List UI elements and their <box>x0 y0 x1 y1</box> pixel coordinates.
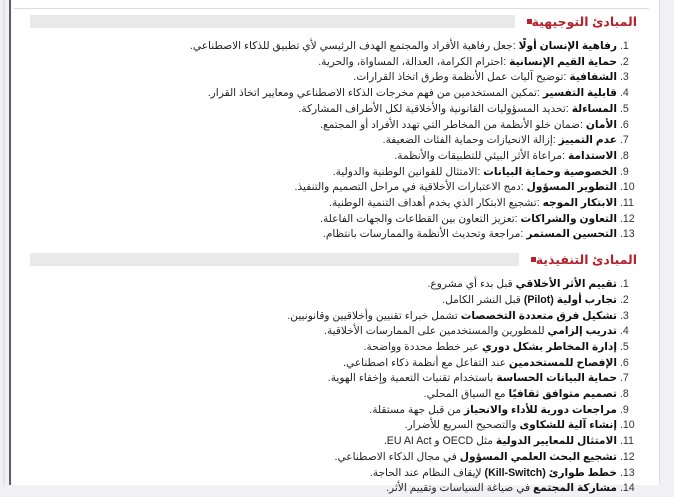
item-description-text: :دمج الاعتبارات الأخلاقية في مراحل التصميم والتنفيذ. <box>294 181 527 194</box>
list-item <box>26 324 617 340</box>
item-description-text: :ضمان خلو الأنظمة من المخاطر التي تهدد الأفراد أو المجتمع. <box>320 118 586 131</box>
list-item <box>26 340 617 356</box>
list-item <box>26 481 617 497</box>
list-item <box>26 196 617 212</box>
item-lead-text: تجارب أولية (Pilot) <box>523 293 617 306</box>
section-highlight-band <box>30 15 515 28</box>
viewer-gutter-line <box>3 0 5 485</box>
list-item <box>26 55 617 71</box>
item-description-text: :مراعاة الأثر البيئي للتطبيقات والأنظمة. <box>394 149 568 162</box>
section-operational-principles <box>26 251 651 497</box>
operational-principles-list <box>26 277 639 497</box>
section-heading-row <box>30 13 645 30</box>
section-highlight-band <box>30 253 519 266</box>
list-item <box>26 86 617 102</box>
section-bullet-icon <box>527 19 532 24</box>
item-description-text: مع السياق المحلي. <box>423 388 509 401</box>
item-description-text: :جعل رفاهية الأفراد والمجتمع الهدف الرئيسي لأي تطبيق للذكاء الاصطناعي. <box>189 40 519 52</box>
guiding-principles-list <box>26 39 639 243</box>
item-description-text: والتصحيح السريع للأضرار. <box>404 419 520 432</box>
section-title: المبادئ التنفيذية <box>535 253 637 268</box>
item-lead-text: قابلية التفسير <box>542 87 617 100</box>
item-description-text: :تمكين المستخدمين من فهم مخرجات الذكاء الاصطناعي ومعايير اتخاذ القرار. <box>207 87 543 100</box>
item-description-text: تشمل خبراء تقنيين وأخلاقيين وقانونيين. <box>287 309 461 322</box>
list-item <box>26 149 617 165</box>
item-lead-text: التحسين المستمر <box>526 228 617 241</box>
item-lead-text: الشفافية <box>569 71 617 84</box>
item-description-text: :إزالة الانحيازات وحماية الفئات الضعيفة. <box>382 134 559 147</box>
item-lead-text: الأمان <box>585 118 617 131</box>
item-lead-text: تشجيع البحث العلمي المسؤول <box>459 450 617 463</box>
item-lead-text: تصميم متوافق ثقافيًا <box>508 388 617 401</box>
item-lead-text: إدارة المخاطر بشكل دوري <box>482 340 617 353</box>
section-title: المبادئ التوجيهية <box>531 15 637 29</box>
item-lead-text: تدريب إلزامي <box>547 325 617 338</box>
list-item <box>26 118 617 134</box>
list-item <box>26 70 617 86</box>
item-description-text: :مراجعة وتحديث الأنظمة والممارسات بانتظام. <box>322 228 527 241</box>
section-heading-row <box>30 251 645 268</box>
list-item <box>26 102 617 118</box>
item-description-text: لإيقاف النظام عند الحاجة. <box>369 466 485 479</box>
item-description-text: :تحديد المسؤوليات القانونية والأخلاقية لكل الأطراف المشاركة. <box>298 102 572 115</box>
item-lead-text: رفاهية الإنسان أولًا <box>518 40 617 52</box>
item-lead-text: الابتكار الموجه <box>542 197 617 210</box>
item-lead-text: خطط طوارئ (Kill-Switch) <box>484 466 617 479</box>
item-description-text: :تعزيز التعاون بين القطاعات والجهات الفاعلة. <box>320 212 521 225</box>
item-description-text: في مجال الذكاء الاصطناعي. <box>334 450 460 463</box>
item-description-text: عبر خطط محددة وواضحة. <box>363 340 483 353</box>
list-item <box>26 39 617 55</box>
section-guiding-principles <box>26 13 651 243</box>
item-description-text: عند التفاعل مع أنظمة ذكاء اصطناعي. <box>343 356 509 369</box>
item-description-text: في صياغة السياسات وتقييم الأثر. <box>386 482 534 495</box>
horizontal-divider <box>14 8 649 9</box>
list-item <box>26 434 617 450</box>
item-description-text: :توضيح آليات عمل الأنظمة وطرق اتخاذ القرارات. <box>353 71 570 84</box>
item-description-text: مثل OECD و EU AI Act. <box>383 435 496 448</box>
item-lead-text: حماية القيم الإنسانية <box>509 55 617 68</box>
list-item <box>26 450 617 466</box>
list-item <box>26 418 617 434</box>
list-item <box>26 293 617 309</box>
list-item <box>26 356 617 372</box>
item-description-text: :الامتثال للقوانين الوطنية والدولية. <box>332 165 484 178</box>
item-description-text: :احترام الكرامة، العدالة، المساواة، والحرية. <box>318 55 510 68</box>
item-lead-text: المساءلة <box>571 102 617 115</box>
list-item <box>26 309 617 325</box>
item-lead-text: الامتثال للمعايير الدولية <box>495 435 617 448</box>
item-lead-text: مشاركة المجتمع <box>533 482 617 495</box>
item-lead-text: مراجعات دورية للأداء والانحياز <box>464 403 617 416</box>
item-description-text: باستخدام تقنيات التعمية وإخفاء الهوية. <box>327 372 497 385</box>
item-lead-text: الإفصاح للمستخدمين <box>508 356 617 369</box>
item-lead-text: حماية البيانات الحساسة <box>496 372 617 385</box>
item-lead-text: الخصوصية وحماية البيانات <box>483 165 617 178</box>
list-item <box>26 371 617 387</box>
document-page[interactable] <box>11 0 660 495</box>
item-lead-text: إنشاء آلية للشكاوى <box>519 419 617 432</box>
item-description-text: من قبل جهة مستقلة. <box>369 403 464 416</box>
item-lead-text: تشكيل فرق متعددة التخصصات <box>460 309 617 322</box>
item-description-text: :تشجيع الابتكار الذي يخدم أهداف التنمية الوطنية. <box>329 197 543 210</box>
list-item <box>26 212 617 228</box>
item-description-text: للمطورين والمستخدمين على الممارسات الأخلاقية. <box>324 325 548 338</box>
list-item <box>26 466 617 482</box>
item-lead-text: الاستدامة <box>568 149 617 162</box>
item-lead-text: التطوير المسؤول <box>526 181 617 194</box>
item-lead-text: التعاون والشراكات <box>520 212 617 225</box>
list-item <box>26 403 617 419</box>
item-description-text: قبل النشر الكامل. <box>442 293 524 306</box>
list-item <box>26 277 617 293</box>
list-item <box>26 133 617 149</box>
item-lead-text: عدم التمييز <box>558 134 617 147</box>
list-item <box>26 387 617 403</box>
item-description-text: قبل بدء أي مشروع. <box>427 278 516 291</box>
section-bullet-icon <box>531 257 536 262</box>
list-item <box>26 180 617 196</box>
list-item <box>26 227 617 243</box>
item-lead-text: تقييم الأثر الأخلاقي <box>515 278 617 291</box>
clipped-previous-line <box>365 0 625 4</box>
list-item <box>26 165 617 181</box>
